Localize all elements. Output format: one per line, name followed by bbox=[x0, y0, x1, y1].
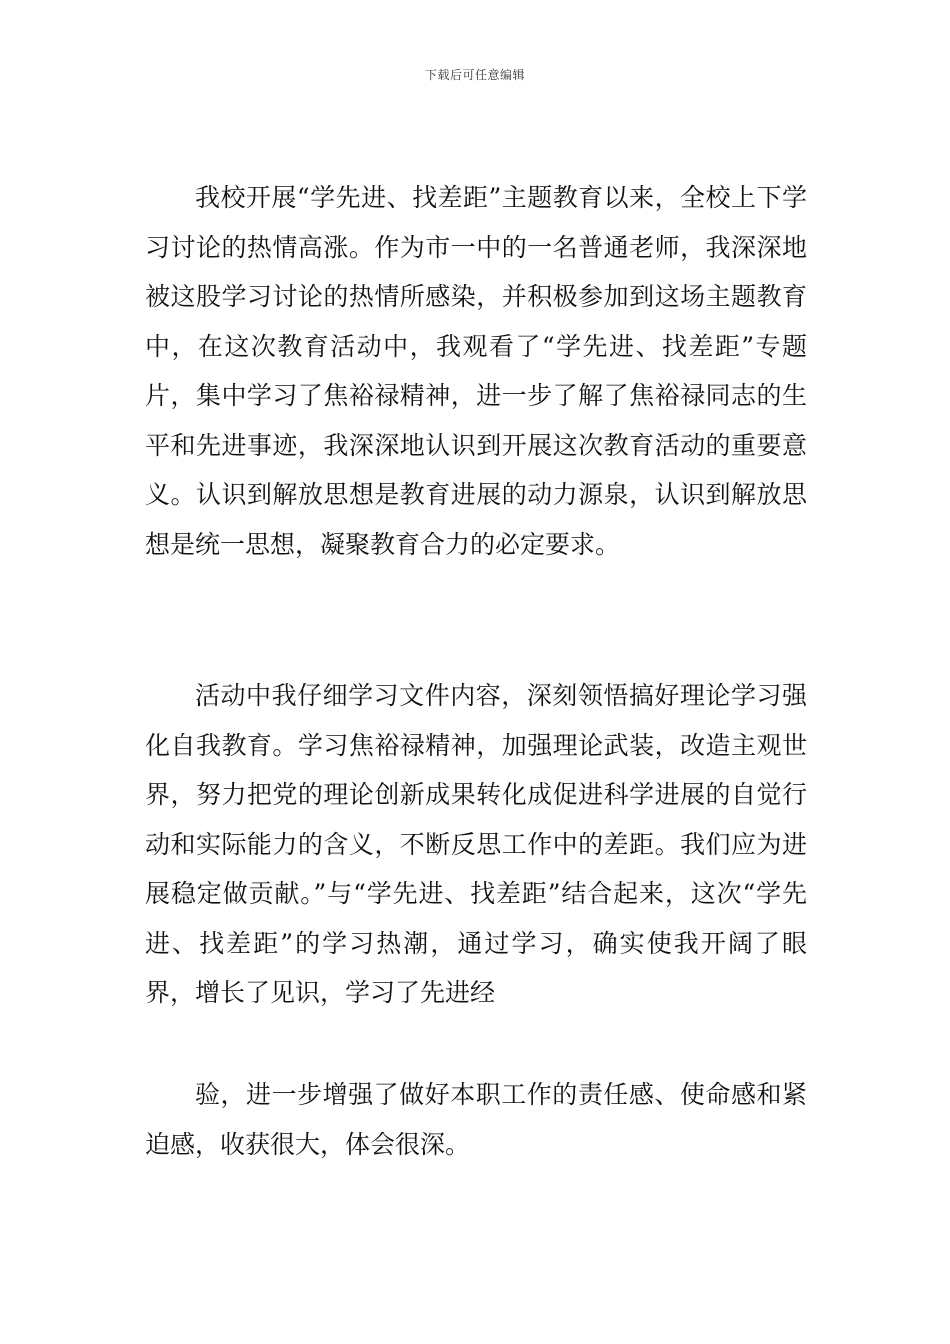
paragraph-1: 我校开展“学先进、找差距”主题教育以来，全校上下学习讨论的热情高涨。作为市一中的一名普通老师，我深深地被这股学习讨论的热情所感染，并积极参加到这场主题教育中，在这次教育活动中，我观看了“学先进、找差距”专题片，集中学习了焦裕禄精神，进一步了解了焦裕禄同志的生平和先进事迹，我深深地认识到开展这次教育活动的重要意义。认识到解放思想是教育进展的动力源泉，认识到解放思想是统一思想，凝聚教育合力的必定要求。 bbox=[145, 183, 807, 559]
paragraph-2: 活动中我仔细学习文件内容，深刻领悟搞好理论学习强化自我教育。学习焦裕禄精神，加强理论武装，改造主观世界，努力把党的理论创新成果转化成促进科学进展的自觉行动和实际能力的含义，不断反思工作中的差距。我们应为进展稳定做贡献。”与“学先进、找差距”结合起来，这次“学先进、找差距”的学习热潮，通过学习，确实使我开阔了眼界，增长了见识，学习了先进经 bbox=[145, 681, 807, 1007]
header-note: 下载后可任意编辑 bbox=[424, 68, 525, 82]
paragraph-3: 验，进一步增强了做好本职工作的责任感、使命感和紧迫感，收获很大，体会很深。 bbox=[145, 1080, 807, 1159]
